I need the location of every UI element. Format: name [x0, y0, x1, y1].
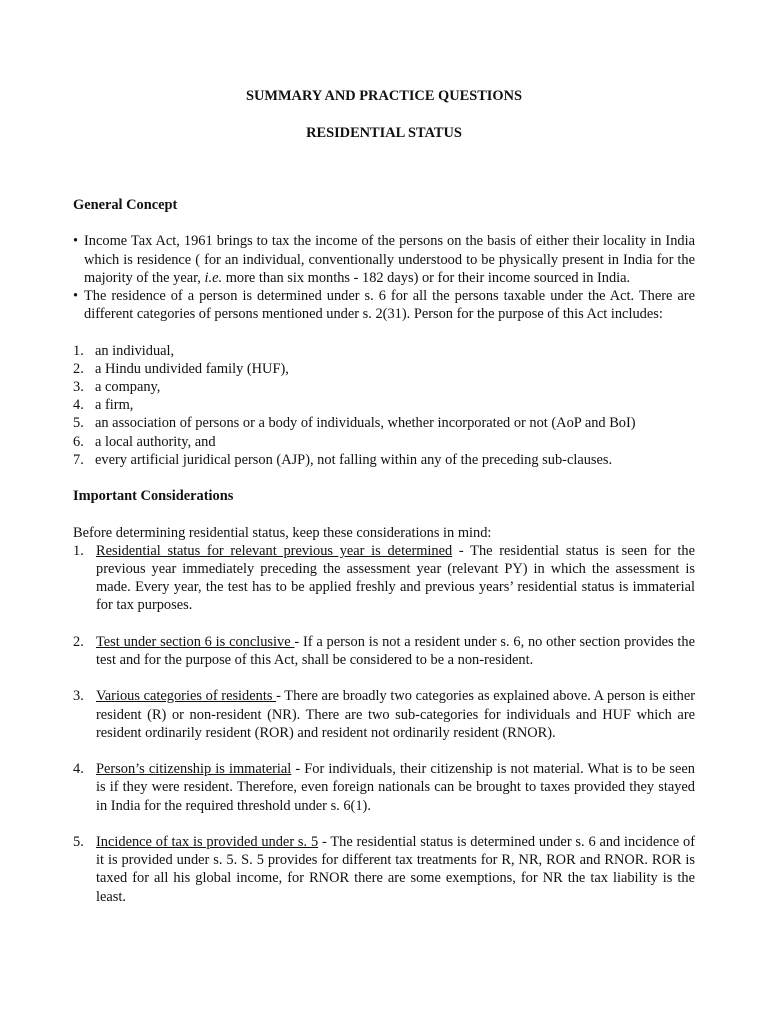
consideration-item: [73, 633, 695, 669]
section-heading-important-considerations: Important Considerations: [73, 488, 234, 505]
list-number: 2.: [73, 360, 84, 377]
bullet-icon: •: [73, 288, 79, 304]
list-text: an association of persons or a body of individuals, whether incorporated or not (AoP and BoI): [95, 415, 636, 432]
bullet-text-part: more than six months - 182 days) or for their income sourced in India.: [222, 269, 631, 286]
bullet-icon: •: [73, 233, 79, 250]
consideration-text: - The residential status is determined under s. 6 and incidence of it is provided under s. 5. S. 5 provides for different tax treatments for R, NR, ROR and RNOR. ROR is taxed for all his global income, for RNOR there are some exemptions, for NR the tax liability is the least.: [96, 833, 695, 905]
general-concept-bullets: [73, 232, 695, 323]
list-number: 7.: [73, 451, 84, 468]
bullet-item: [73, 232, 695, 287]
consideration-title: Residential status for relevant previous year is determined: [96, 542, 453, 559]
list-text: a Hindu undivided family (HUF),: [95, 360, 289, 377]
list-number: 6.: [73, 433, 84, 450]
document-subtitle: RESIDENTIAL STATUS: [306, 125, 462, 141]
consideration-text: - If a person is not a resident under s. 6, no other section provides the test and for the purpose of this Act, shall be considered to be a non-resident.: [96, 633, 696, 668]
consideration-title: Person’s citizenship is immaterial: [96, 761, 292, 778]
list-item: [73, 396, 695, 414]
consideration-text: - There are broadly two categories as explained above. A person is either resident (R) or non-resident (NR). There are two sub-categories for individuals and HUF which are resident ordinarily resident (ROR) and resident not ordinarily resident (RNOR).: [96, 688, 695, 741]
list-number: 4.: [73, 397, 84, 414]
list-number: 5.: [73, 833, 84, 850]
bullet-text-italic: i.e.: [204, 269, 223, 286]
list-item: [73, 378, 695, 396]
list-number: 1.: [73, 342, 84, 359]
list-number: 2.: [73, 633, 84, 650]
bullet-text-part: Income Tax Act, 1961 brings to tax the income of the persons on the basis of either their locality in India which is residence ( for an individual, conventionally understood to be physically present in India for the majority of the year,: [84, 233, 695, 286]
considerations-list: [73, 542, 695, 906]
bullet-text: The residence of a person is determined under s. 6 for all the persons taxable under the Act. There are different categories of persons mentioned under s. 2(31). Person for the purpose of this Act includes:: [84, 288, 695, 323]
list-text: every artificial juridical person (AJP), not falling within any of the preceding sub-clauses.: [95, 451, 613, 468]
list-text: an individual,: [95, 342, 175, 359]
section-heading-general-concept: General Concept: [73, 197, 178, 213]
persons-list: [73, 342, 695, 469]
list-text: a local authority, and: [95, 433, 216, 450]
considerations-intro: Before determining residential status, keep these considerations in mind:: [73, 524, 492, 541]
list-item: [73, 360, 695, 378]
consideration-text: - For individuals, their citizenship is not material. What is to be seen is if they were resident. Therefore, even foreign nationals can be brought to taxes provided they stayed in India for the required threshold under s. 6(1).: [96, 761, 695, 814]
list-text: a company,: [95, 379, 161, 395]
consideration-item: [73, 542, 695, 615]
consideration-item: [73, 833, 695, 906]
consideration-item: [73, 760, 695, 815]
consideration-title: Various categories of residents: [96, 688, 277, 705]
list-number: 4.: [73, 761, 84, 778]
list-item: [73, 342, 695, 360]
bullet-item: [73, 287, 695, 323]
consideration-title: Test under section 6 is conclusive: [96, 633, 295, 650]
list-number: 3.: [73, 379, 84, 395]
consideration-item: [73, 687, 695, 742]
list-number: 5.: [73, 415, 84, 432]
document-title: SUMMARY AND PRACTICE QUESTIONS: [245, 88, 522, 104]
list-number: 1.: [73, 542, 84, 559]
consideration-text: - The residential status is seen for the previous year immediately preceding the assessment year (relevant PY) in which the assessment is made. Every year, the test has to be applied freshly and previous years’ residential status is immaterial for tax purposes.: [96, 542, 695, 614]
list-item: [73, 433, 695, 451]
list-number: 3.: [73, 688, 84, 705]
list-text: a firm,: [95, 397, 134, 414]
document-body: [73, 196, 695, 906]
list-item: [73, 414, 695, 432]
list-item: [73, 451, 695, 469]
consideration-title: Incidence of tax is provided under s. 5: [96, 833, 319, 850]
